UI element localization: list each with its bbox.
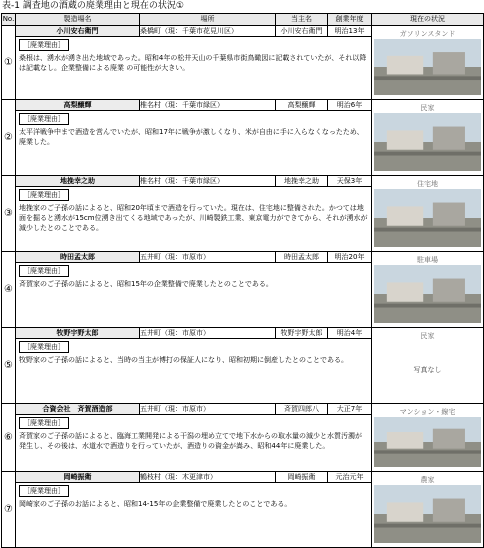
status-text: マンション・線宅 bbox=[399, 407, 456, 416]
founding-year: 天保3年 bbox=[328, 176, 372, 187]
table-row bbox=[2, 472, 484, 483]
table-row bbox=[2, 328, 484, 339]
brewery-table bbox=[1, 13, 484, 548]
brewery-place: 椎名村（現：千葉市緑区） bbox=[140, 100, 276, 111]
table-caption: 表-1 調査地の酒蔵の廃業理由と現在の状況① bbox=[2, 1, 184, 11]
header-no: No. bbox=[2, 14, 16, 26]
status-cell bbox=[372, 404, 484, 472]
header-status: 現在の状況 bbox=[372, 14, 484, 26]
table-row bbox=[2, 26, 484, 37]
brewery-place: 五井町（現：市原市） bbox=[140, 252, 276, 263]
reason-text: 斉賀家のご子孫の話によると、臨海工業開発による干潟の埋め立てで地下水からの取水量の減少と水質汚濁が発生し、その後は、水道水で酒造りを行っていたが、酒造りの資金が嵩み、昭和44年に廃業した。 bbox=[19, 432, 362, 450]
status-photo bbox=[374, 39, 481, 95]
reason-cell bbox=[16, 263, 372, 328]
status-text: 民家 bbox=[420, 103, 435, 112]
status-cell bbox=[372, 100, 484, 176]
header-place: 場所 bbox=[140, 14, 276, 26]
founding-year: 明治20年 bbox=[328, 252, 372, 263]
status-photo bbox=[374, 417, 481, 467]
table-row bbox=[2, 176, 484, 187]
brewery-name: 岡崎振衛 bbox=[16, 472, 140, 483]
no-photo-note: 写真なし bbox=[413, 365, 442, 374]
status-photo bbox=[374, 265, 481, 323]
reason-label: ［廃業理由］ bbox=[19, 113, 69, 125]
row-number: ⑥ bbox=[2, 404, 16, 472]
status-cell bbox=[372, 472, 484, 548]
reason-cell bbox=[16, 111, 372, 176]
founding-year: 明治13年 bbox=[328, 26, 372, 37]
row-number: ③ bbox=[2, 176, 16, 252]
founding-year: 明治6年 bbox=[328, 100, 372, 111]
header-owner: 当主名 bbox=[276, 14, 328, 26]
reason-text: 岡崎家のご子孫のお話によると、昭和14-15年の企業整備で廃業したとのことである。 bbox=[19, 500, 292, 508]
reason-cell bbox=[16, 187, 372, 252]
status-photo bbox=[374, 189, 481, 247]
status-cell bbox=[372, 26, 484, 100]
reason-cell bbox=[16, 37, 372, 100]
reason-label: ［廃業理由］ bbox=[19, 485, 69, 497]
header-row bbox=[2, 14, 484, 26]
brewery-name: 時田孟太郎 bbox=[16, 252, 140, 263]
status-cell bbox=[372, 328, 484, 404]
row-number: ① bbox=[2, 26, 16, 100]
owner-name: 岡崎振衛 bbox=[276, 472, 328, 483]
founding-year: 元治元年 bbox=[328, 472, 372, 483]
status-text: 住宅地 bbox=[417, 179, 438, 188]
status-text: ガソリンスタンド bbox=[399, 29, 456, 38]
owner-name: 地挽幸之助 bbox=[276, 176, 328, 187]
status-text: 農家 bbox=[420, 475, 435, 484]
brewery-place: 椎名村（現：千葉市緑区） bbox=[140, 176, 276, 187]
owner-name: 時田孟太郎 bbox=[276, 252, 328, 263]
brewery-place: 五井町（現：市原市） bbox=[140, 328, 276, 339]
brewery-name: 地挽幸之助 bbox=[16, 176, 140, 187]
brewery-place: 五井町（現：市原市） bbox=[140, 404, 276, 415]
reason-label: ［廃業理由］ bbox=[19, 341, 69, 353]
reason-text: 牧野家のご子孫の話によると、当時の当主が博打の保証人になり、昭和初期に倒産したとのことである。 bbox=[19, 356, 348, 364]
table-row bbox=[2, 100, 484, 111]
reason-label: ［廃業理由］ bbox=[19, 417, 69, 429]
reason-text: 太平洋戦争中まで酒造を営んでいたが、昭和17年に戦争が激しくなり、米が自由に手に入らなくなったため、廃業した。 bbox=[19, 128, 364, 146]
brewery-name: 小川安右衛門 bbox=[16, 26, 140, 37]
table-row bbox=[2, 404, 484, 415]
owner-name: 小川安右衛門 bbox=[276, 26, 328, 37]
header-year: 創業年度 bbox=[328, 14, 372, 26]
founding-year: 明治4年 bbox=[328, 328, 372, 339]
reason-cell bbox=[16, 415, 372, 472]
status-photo bbox=[374, 113, 481, 171]
reason-label: ［廃業理由］ bbox=[19, 39, 69, 51]
status-text: 民家 bbox=[420, 331, 435, 340]
row-number: ⑦ bbox=[2, 472, 16, 548]
row-number: ⑤ bbox=[2, 328, 16, 404]
reason-cell bbox=[16, 483, 372, 548]
status-photo bbox=[374, 485, 481, 543]
brewery-place: 鶴枝村（現：木更津市） bbox=[140, 472, 276, 483]
owner-name: 牧野宇野太郎 bbox=[276, 328, 328, 339]
row-number: ④ bbox=[2, 252, 16, 328]
row-number: ② bbox=[2, 100, 16, 176]
status-cell bbox=[372, 176, 484, 252]
header-name: 製造場名 bbox=[16, 14, 140, 26]
status-text: 駐車場 bbox=[417, 255, 438, 264]
reason-label: ［廃業理由］ bbox=[19, 189, 69, 201]
reason-text: 桑根は、湧水が湧き出た地域であった。昭和4年の松井天山の千葉県市街鳥瞰図に記載されていたが、それ以降は記載なし。企業整備による廃業 の可能性が大きい。 bbox=[19, 54, 367, 72]
brewery-name: 合資会社 斉賀酒造部 bbox=[16, 404, 140, 415]
brewery-place: 桑橋町（現：千葉市花見川区） bbox=[140, 26, 276, 37]
brewery-name: 高梨醸輝 bbox=[16, 100, 140, 111]
owner-name: 高梨醸輝 bbox=[276, 100, 328, 111]
reason-text: 地挽家のご子孫の話によると、昭和20年頃まで酒造を行っていた。現在は、住宅地に整備された。かつては地面を掘ると湧水が15cm位湧き出てくる地域であったが、川崎製鉄工業、東京電力ができてから、それが湧水が減少したとのことである。 bbox=[19, 204, 368, 232]
reason-cell bbox=[16, 339, 372, 404]
reason-text: 斉賀家のご子孫の話によると、昭和15年の企業整備で廃業したとのことである。 bbox=[19, 280, 273, 288]
brewery-name: 牧野宇野太郎 bbox=[16, 328, 140, 339]
table-row bbox=[2, 252, 484, 263]
status-cell bbox=[372, 252, 484, 328]
reason-label: ［廃業理由］ bbox=[19, 265, 69, 277]
founding-year: 大正7年 bbox=[328, 404, 372, 415]
owner-name: 斉賀四郎八 bbox=[276, 404, 328, 415]
